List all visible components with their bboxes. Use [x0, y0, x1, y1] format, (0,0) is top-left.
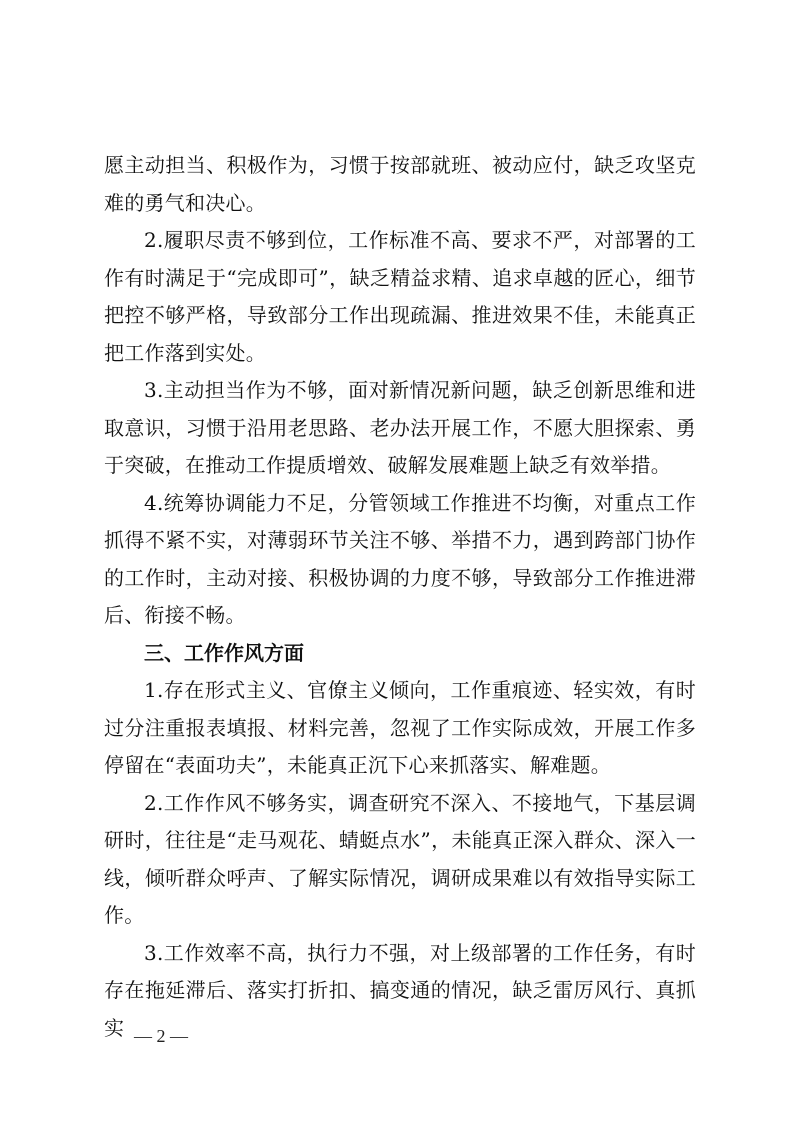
paragraph-continuation: 愿主动担当、积极作为，习惯于按部就班、被动应付，缺乏攻坚克难的勇气和决心。 [104, 153, 696, 215]
paragraph-work-style-3: 3.工作效率不高，执行力不强，对上级部署的工作任务，有时存在拖延滞后、落实打折扣、搞变通的情况，缺乏雷厉风行、真抓实 [104, 940, 696, 1040]
paragraph-work-style-2: 2.工作作风不够务实，调查研究不深入、不接地气，下基层调研时，往往是“走马观花、蜻蜓点水”，未能真正深入群众、深入一线，倾听群众呼声、了解实际情况，调研成果难以有效指导实际工作。 [104, 790, 696, 927]
paragraph-item-2: 2.履职尽责不够到位，工作标准不高、要求不严，对部署的工作有时满足于“完成即可”，缺乏精益求精、追求卓越的匠心，细节把控不够严格，导致部分工作出现疏漏、推进效果不佳，未能真正把工作落到实处。 [104, 228, 696, 365]
section-heading-work-style: 三、工作作风方面 [144, 640, 304, 665]
paragraph-work-style-1: 1.存在形式主义、官僚主义倾向，工作重痕迹、轻实效，有时过分注重报表填报、材料完善，忽视了工作实际成效，开展工作多停留在“表面功夫”，未能真正沉下心来抓落实、解难题。 [104, 678, 696, 777]
paragraph-item-3: 3.主动担当作为不够，面对新情况新问题，缺乏创新思维和进取意识，习惯于沿用老思路、老办法开展工作，不愿大胆探索、勇于突破，在推动工作提质增效、破解发展难题上缺乏有效举措。 [104, 378, 696, 477]
paragraph-item-4: 4.统筹协调能力不足，分管领域工作推进不均衡，对重点工作抓得不紧不实，对薄弱环节关注不够、举措不力，遇到跨部门协作的工作时，主动对接、积极协调的力度不够，导致部分工作推进滞后、衔接不畅。 [104, 490, 696, 627]
page-number: — 2 — [134, 1026, 188, 1046]
document-body [104, 147, 696, 1047]
